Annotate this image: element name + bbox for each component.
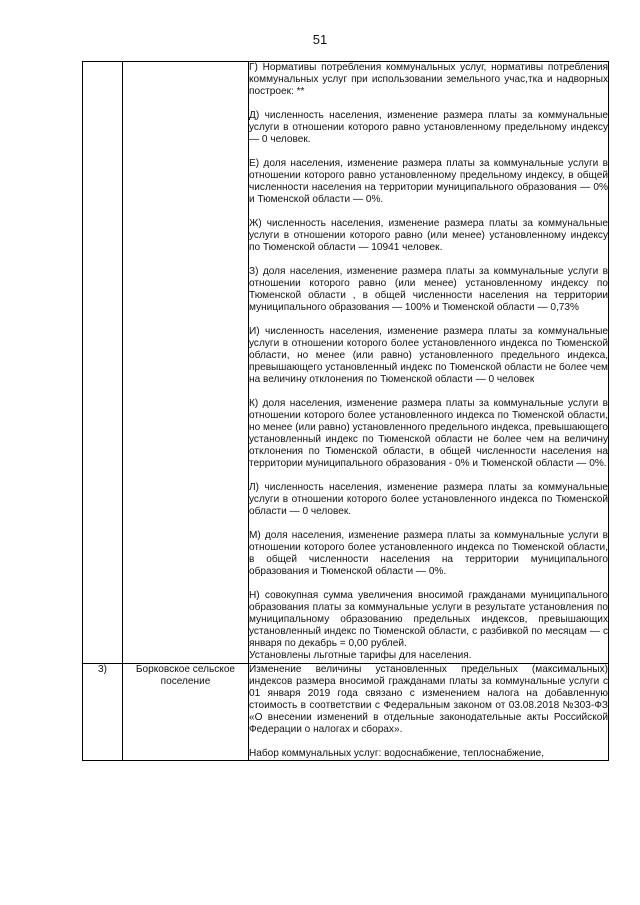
paragraph-k: К) доля населения, изменение размера платы за коммунальные услуги в отношении которого более установленного индекса по Тюменской области, но менее (или равно) установленного предельного индекса, превышающего установленный индекс по Тюменской области не более чем на величину отклонения по Тюменской области, в общей численности населения на территории муниципального образования - 0% и Тюменской области — 0%. [249,398,608,469]
page-number: 51 [312,32,328,47]
paragraph-n: Н) совокупная сумма увеличения вносимой гражданами муниципального образования платы за коммунальные услуги в результате установления по муниципальному образованию предельных индексов, превышающих установленный индекс по Тюменской области, с разбивкой по месяцам — с января по декабрь = 0,00 рублей. [249,590,608,649]
row-number-cell: 3) [83,664,123,761]
paragraph-benefits: Установлены льготные тарифы для населения. [249,650,472,661]
paragraph-e: Е) доля населения, изменение размера платы за коммунальные услуги в отношении которого равно установленному предельному индексу, в общей численности населения на территории муниципального образования — 0% и Тюменской области — 0%. [249,158,608,205]
paragraph-zh: Ж) численность населения, изменение размера платы за коммунальные услуги в отношении которого равно (или менее) установленному индексу по Тюменской области — 10941 человек. [249,218,608,253]
paragraph-i: И) численность населения, изменение размера платы за коммунальные услуги в отношении которого более установленного индекса по Тюменской области, но менее (или равно) установленного предельного индекса, превышающего установленный индекс по Тюменской области не более чем на величину отклонения по Тюменской области — 0 человек [249,326,608,385]
paragraph-m: М) доля населения, изменение размера платы за коммунальные услуги в отношении которого более установленного индекса по Тюменской области, в общей численности населения на территории муниципального образования и Тюменской области — 0%. [249,530,608,577]
paragraph-services-set: Набор коммунальных услуг: водоснабжение, теплоснабжение, [249,748,545,759]
row-number-cell [83,62,123,664]
description-cell [249,664,609,761]
municipality-name-cell: Борковское сельское поселение [123,664,249,761]
paragraph-d: Д) численность населения, изменение размера платы за коммунальные услуги в отношении которого равно установленному предельному индексу — 0 человек. [249,110,608,145]
paragraph-l: Л) численность населения, изменение размера платы за коммунальные услуги в отношении которого более установленного индекса по Тюменской области — 0 человек. [249,482,608,517]
paragraph-z: З) доля населения, изменение размера платы за коммунальные услуги в отношении которого равно (или менее) установленному индексу по Тюменской области , в общей численности населения на территории муниципального образования — 100% и Тюменской области — 0,73% [249,266,608,313]
description-cell [249,62,609,664]
table-row [83,664,609,761]
table-row [83,62,609,664]
municipality-name-cell [123,62,249,664]
paragraph-g: Г) Нормативы потребления коммунальных услуг, нормативы потребления коммунальных услуг при использовании земельного учас,тка и надворных построек: ** [249,62,608,97]
paragraph-vat-change: Изменение величины установленных предельных (максимальных) индексов размера вносимой гражданами платы за коммунальные услуги с 01 января 2019 года связано с изменением налога на добавленную стоимость в соответствии с Федеральным законом от 03.08.2018 №303-ФЗ «О внесении изменений в отдельные законодательные акты Российской Федерации о налогах и сборах». [249,664,608,735]
tariff-table [82,61,609,761]
